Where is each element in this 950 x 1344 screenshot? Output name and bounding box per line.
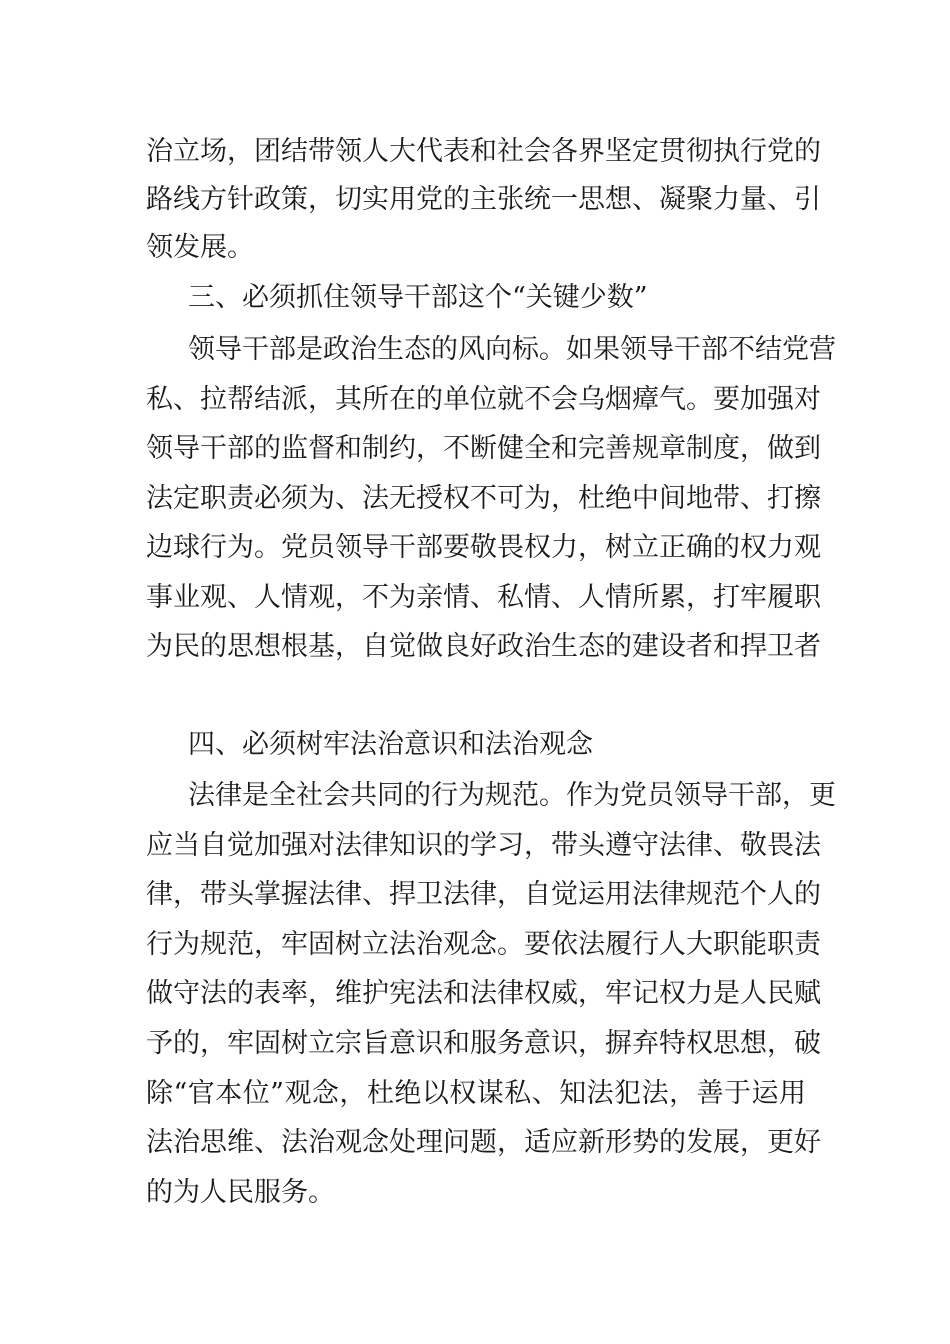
section-heading: 三、必须抓住领导干部这个“关键少数” (188, 282, 648, 313)
text-line: 领导干部的监督和制约，不断健全和完善规章制度，做到 (146, 433, 821, 464)
text-line: 路线方针政策，切实用党的主张统一思想、凝聚力量、引 (146, 184, 821, 215)
text-line: 做守法的表率，维护宪法和法律权威，牢记权力是人民赋 (146, 978, 821, 1009)
text-line: 应当自觉加强对法律知识的学习，带头遵守法律、敬畏法 (146, 830, 821, 861)
text-line: 行为规范，牢固树立法治观念。要依法履行人大职能职责 (146, 929, 821, 960)
text-line: 领导干部是政治生态的风向标。如果领导干部不结党营 (188, 334, 836, 365)
text-line: 予的，牢固树立宗旨意识和服务意识，摒弃特权思想，破 (146, 1028, 821, 1059)
text-line: 事业观、人情观，不为亲情、私情、人情所累，打牢履职 (146, 582, 821, 613)
text-line: 法定职责必须为、法无授权不可为，杜绝中间地带、打擦 (146, 483, 821, 514)
text-line: 私、拉帮结派，其所在的单位就不会乌烟瘴气。要加强对 (146, 384, 821, 415)
text-line: 法律是全社会共同的行为规范。作为党员领导干部，更 (188, 780, 836, 811)
text-line: 的为人民服务。 (146, 1177, 335, 1208)
text-line: 除“官本位”观念，杜绝以权谋私、知法犯法，善于运用 (146, 1078, 806, 1109)
text-line: 治立场，团结带领人大代表和社会各界坚定贯彻执行党的 (146, 136, 821, 167)
section-heading: 四、必须树牢法治意识和法治观念 (188, 729, 593, 760)
text-line: 为民的思想根基，自觉做良好政治生态的建设者和捍卫者 (146, 631, 821, 662)
text-line: 领发展。 (146, 232, 254, 263)
text-line: 法治思维、法治观念处理问题，适应新形势的发展，更好 (146, 1127, 821, 1158)
text-line: 律，带头掌握法律、捍卫法律，自觉运用法律规范个人的 (146, 879, 821, 910)
text-line: 边球行为。党员领导干部要敬畏权力，树立正确的权力观 (146, 532, 821, 563)
